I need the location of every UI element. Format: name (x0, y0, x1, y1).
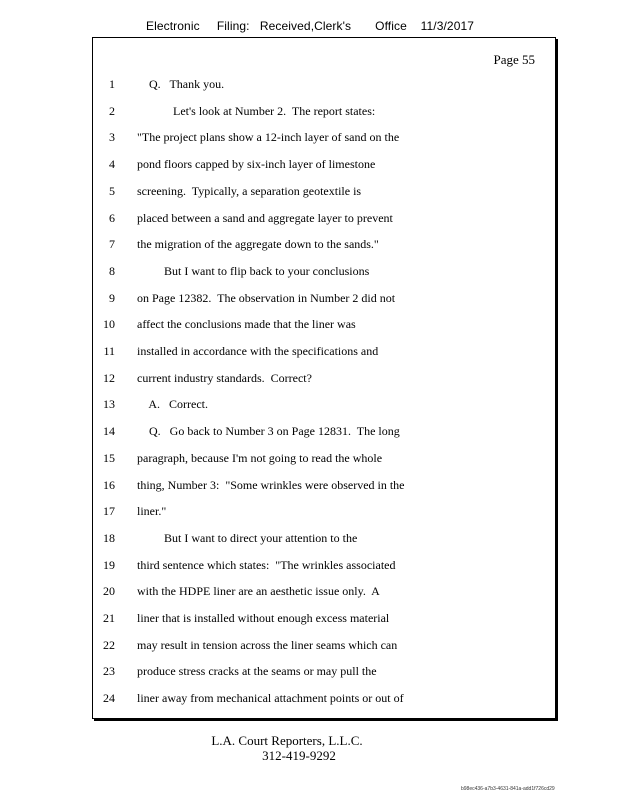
document-id: b98ec436-a7b3-4631-841a-add1f726cd29 (461, 786, 555, 792)
line-text: Let's look at Number 2. The report states: (137, 103, 376, 118)
line-text: with the HDPE liner are an aesthetic issue only. A (137, 584, 380, 599)
transcript-line (93, 691, 553, 711)
line-text: placed between a sand and aggregate layer to prevent (137, 210, 393, 225)
line-text: But I want to flip back to your conclusions (137, 263, 370, 278)
reporter-phone: 312-419-9292 (262, 748, 336, 763)
line-text: But I want to direct your attention to the (137, 530, 358, 545)
transcript-line (93, 611, 553, 631)
transcript-line (93, 237, 553, 257)
transcript-line (93, 451, 553, 471)
filing-stamp: Electronic Filing: Received,Clerk's Office 11/3/2017 (146, 19, 475, 33)
transcript-line (93, 157, 553, 177)
line-text: thing, Number 3: "Some wrinkles were observed in the (137, 477, 405, 492)
transcript-line (93, 371, 553, 391)
line-text: liner that is installed without enough excess material (137, 611, 390, 625)
line-text: affect the conclusions made that the liner was (137, 317, 356, 332)
line-number: 15 (103, 450, 115, 465)
line-number: 24 (103, 691, 115, 706)
line-number: 18 (103, 530, 115, 545)
transcript-line (93, 344, 553, 364)
transcript-line (93, 211, 553, 231)
line-number: 7 (109, 237, 115, 252)
transcript-line (93, 264, 553, 284)
line-number: 1 (109, 77, 115, 91)
line-number: 8 (109, 263, 115, 278)
line-number: 20 (103, 584, 115, 599)
line-text: "The project plans show a 12-inch layer of sand on the (137, 130, 400, 145)
line-number: 22 (103, 637, 115, 652)
transcript-line (93, 291, 553, 311)
line-text: liner." (137, 504, 167, 519)
line-text: Q. Go back to Number 3 on Page 12831. The long (137, 424, 400, 439)
line-text: the migration of the aggregate down to the sands." (137, 237, 379, 252)
transcript-line (93, 504, 553, 524)
line-number: 12 (103, 370, 115, 385)
line-text: may result in tension across the liner seams which can (137, 637, 398, 652)
line-text: current industry standards. Correct? (137, 370, 312, 385)
transcript-line (93, 638, 553, 658)
line-text: third sentence which states: "The wrinkles associated (137, 557, 396, 572)
reporter-company: L.A. Court Reporters, L.L.C. (211, 733, 363, 748)
line-number: 13 (103, 397, 115, 412)
line-text: on Page 12382. The observation in Number 2 did not (137, 290, 396, 305)
line-number: 6 (109, 210, 115, 225)
transcript-line (93, 424, 553, 444)
line-number: 23 (103, 664, 115, 679)
transcript-line (93, 130, 553, 150)
line-text: produce stress cracks at the seams or may pull the (137, 664, 377, 679)
line-number: 16 (103, 477, 115, 492)
line-number: 10 (103, 317, 115, 332)
transcript-line (93, 531, 553, 551)
line-number: 3 (109, 130, 115, 145)
line-number: 14 (103, 424, 115, 439)
transcript-line (93, 104, 553, 124)
transcript-line (93, 77, 553, 97)
transcript-line (93, 584, 553, 604)
line-number: 4 (109, 157, 115, 172)
transcript-line (93, 664, 553, 684)
transcript-line (93, 397, 553, 417)
line-text: A. Correct. (137, 397, 208, 412)
line-text: screening. Typically, a separation geotextile is (137, 183, 362, 198)
line-number: 19 (103, 557, 115, 572)
transcript-page (92, 37, 556, 719)
line-text: pond floors capped by six-inch layer of limestone (137, 157, 376, 172)
line-text: paragraph, because I'm not going to read the whole (137, 450, 383, 465)
transcript-line (93, 558, 553, 578)
line-text: installed in accordance with the specifications and (137, 344, 379, 358)
transcript-line (93, 317, 553, 337)
transcript-line (93, 478, 553, 498)
line-number: 5 (109, 183, 115, 198)
line-number: 21 (103, 611, 115, 625)
line-number: 17 (103, 504, 115, 519)
page-number: Page 55 (493, 52, 535, 67)
line-text: liner away from mechanical attachment points or out of (137, 691, 404, 706)
line-number: 9 (109, 290, 115, 305)
transcript-line (93, 184, 553, 204)
line-number: 11 (103, 344, 115, 358)
line-text: Q. Thank you. (137, 77, 225, 91)
line-number: 2 (109, 103, 115, 118)
